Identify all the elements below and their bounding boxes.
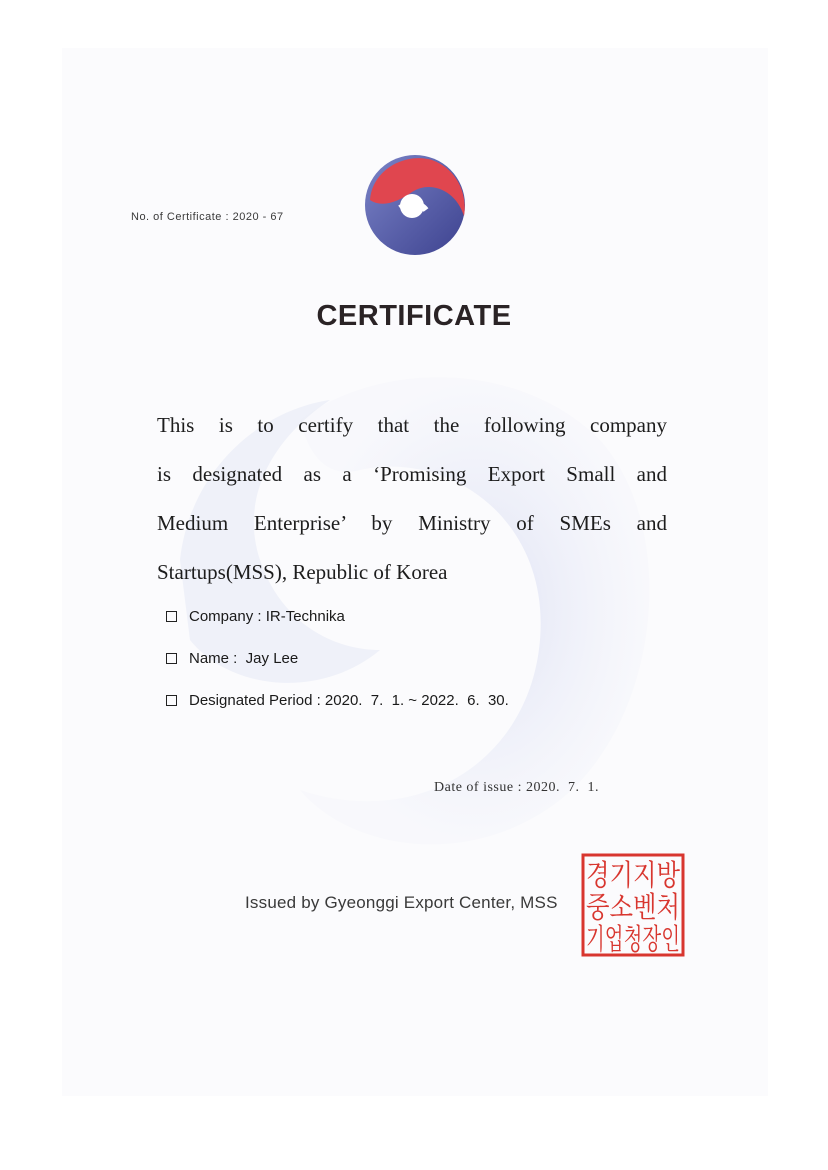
seal-line-3: 기업청장인 [586, 922, 680, 956]
period-text: Designated Period : 2020. 7. 1. ~ 2022. 6. 30. [189, 692, 509, 709]
issue-date: Date of issue : 2020. 7. 1. [434, 780, 599, 795]
body-line-4: Startups(MSS), Republic of Korea [157, 560, 448, 584]
body-line-1: This is to certify that the following company [157, 413, 667, 437]
period-field [166, 692, 509, 709]
name-field [166, 650, 298, 667]
body-line-2: is designated as a ‘Promising Export Small and [157, 462, 667, 486]
certificate-title: CERTIFICATE [316, 300, 512, 332]
seal-line-2: 중소벤처 [586, 890, 680, 924]
checkbox-icon [166, 611, 177, 622]
taegeuk-emblem-icon [360, 150, 470, 260]
official-seal-stamp [580, 852, 686, 958]
checkbox-icon [166, 653, 177, 664]
name-text: Name : Jay Lee [189, 650, 299, 667]
body-line-3: Medium Enterprise’ by Ministry of SMEs and [157, 511, 667, 535]
checkbox-icon [166, 695, 177, 706]
seal-line-1: 경기지방 [586, 858, 680, 892]
issued-by: Issued by Gyeonggi Export Center, MSS [245, 893, 558, 912]
certificate-number: No. of Certificate : 2020 - 67 [131, 211, 284, 223]
company-text: Company : IR-Technika [189, 608, 345, 625]
company-field [166, 608, 345, 625]
